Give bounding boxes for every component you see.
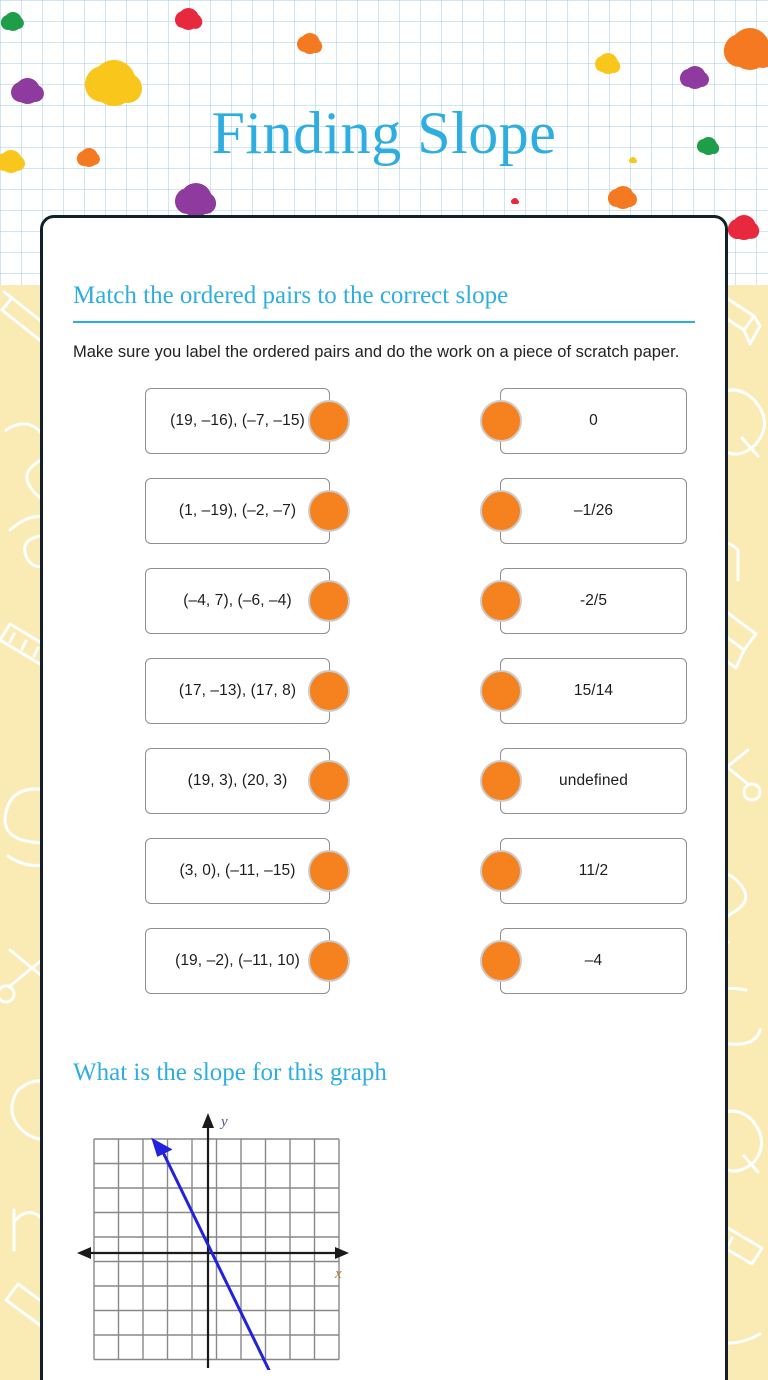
match-connector-dot[interactable] [308,580,350,622]
ordered-pair-item[interactable] [145,928,330,994]
instructions-text: Make sure you label the ordered pairs and do the work on a piece of scratch paper. [73,343,680,361]
paint-splatter [684,66,706,89]
slope-answer-item-label: undefined [559,772,628,790]
matching-area [73,388,695,994]
slope-answer-item-label: –4 [584,952,603,970]
matching-column-slopes [500,388,687,994]
graph-y-label: y [221,1114,228,1131]
ordered-pair-item[interactable] [145,658,330,724]
slope-answer-item[interactable] [500,928,687,994]
ordered-pair-item-label: (19, –2), (–11, 10) [175,952,300,970]
match-connector-dot[interactable] [308,760,350,802]
ordered-pair-item-label: (19, 3), (20, 3) [187,772,288,790]
ordered-pair-item[interactable] [145,478,330,544]
slope-answer-item[interactable] [500,748,687,814]
match-connector-dot[interactable] [480,490,522,532]
paint-splatter [180,183,212,217]
paint-splatter [178,8,199,30]
slope-answer-item-label: 0 [589,412,598,430]
ordered-pair-item-label: (3, 0), (–11, –15) [179,862,296,880]
paint-splatter [732,215,756,240]
match-connector-dot[interactable] [480,760,522,802]
match-connector-dot[interactable] [308,850,350,892]
slope-answer-item-label: 15/14 [573,682,614,700]
slope-answer-item-label: 11/2 [578,862,609,880]
ordered-pair-item-label: (1, –19), (–2, –7) [178,502,297,520]
match-connector-dot[interactable] [308,400,350,442]
match-connector-dot[interactable] [308,940,350,982]
worksheet-card [40,215,728,1380]
ordered-pair-item[interactable] [145,838,330,904]
section-heading-graph: What is the slope for this graph [73,1059,387,1087]
graph-line-arrowhead [149,1132,173,1157]
slope-answer-item-label: -2/5 [579,592,608,610]
slope-answer-item[interactable] [500,478,687,544]
match-connector-dot[interactable] [308,490,350,532]
ordered-pair-item[interactable] [145,388,330,454]
paint-splatter [512,198,518,204]
matching-column-pairs [145,388,330,994]
match-connector-dot[interactable] [480,850,522,892]
paint-splatter [92,60,136,106]
paint-splatter [612,186,634,209]
match-connector-dot[interactable] [308,670,350,712]
match-connector-dot[interactable] [480,940,522,982]
graph-line [159,1144,286,1370]
ordered-pair-item-label: (19, –16), (–7, –15) [170,412,305,430]
slope-answer-item[interactable] [500,388,687,454]
slope-graph [73,1110,695,1375]
paint-splatter [300,33,320,54]
slope-answer-item[interactable] [500,658,687,724]
paint-splatter [4,12,22,31]
slope-answer-item[interactable] [500,838,687,904]
match-connector-dot[interactable] [480,580,522,622]
ordered-pair-item[interactable] [145,568,330,634]
match-connector-dot[interactable] [480,400,522,442]
slope-answer-item[interactable] [500,568,687,634]
match-connector-dot[interactable] [480,670,522,712]
paint-splatter [730,28,768,70]
paint-splatter [598,53,618,74]
slope-answer-item-label: –1/26 [573,502,614,520]
ordered-pair-item-label: (–4, 7), (–6, –4) [183,592,292,610]
ordered-pair-item[interactable] [145,748,330,814]
paint-splatter [15,78,40,104]
page-title: Finding Slope [211,100,557,166]
section-heading-matching: Match the ordered pairs to the correct slope [73,281,695,323]
ordered-pair-item-label: (17, –13), (17, 8) [178,682,297,700]
graph-x-label: x [335,1266,342,1283]
